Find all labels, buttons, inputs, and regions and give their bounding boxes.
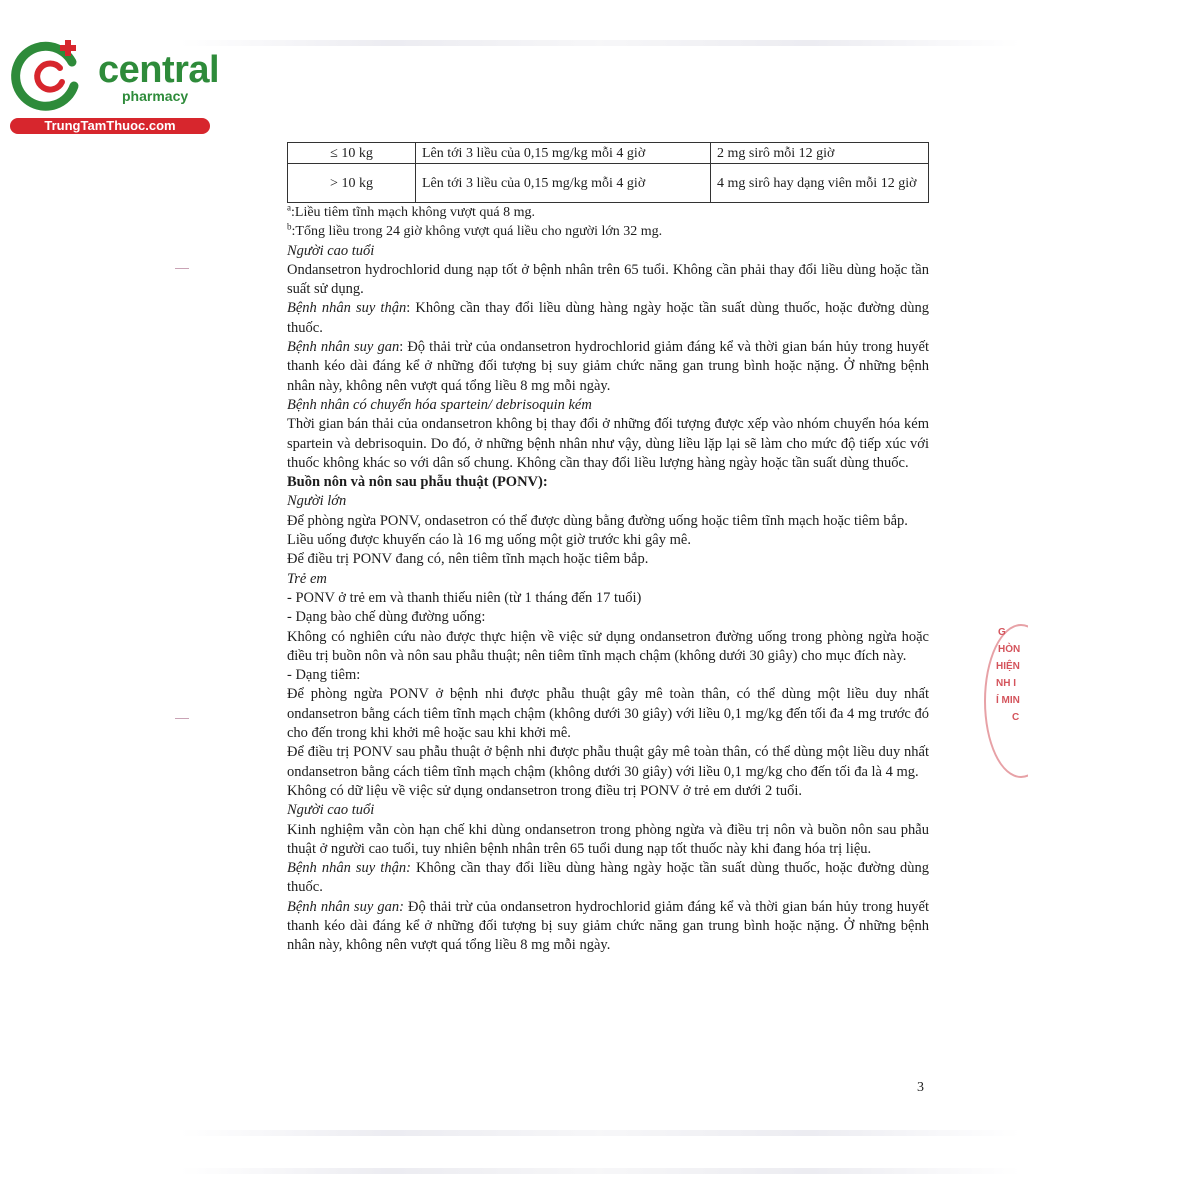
- children-paragraph: Không có nghiên cứu nào được thực hiện về việc sử dụng ondansetron đường uống trong phòng ngừa hoặc điều trị buồn nôn và nôn sau phẫu thuật; nên tiêm tĩnh mạch chậm (không dưới 30 giây) cho mục đích này.: [287, 628, 929, 664]
- scan-artifact-top: [180, 40, 1020, 46]
- ponv-heading: Buồn nôn và nôn sau phẫu thuật (PONV):: [287, 474, 548, 491]
- stamp-ring: [984, 624, 1058, 778]
- sparteine-paragraph: Thời gian bán thải của ondansetron không bị thay đổi ở những đối tượng được xếp vào nhóm chuyển hóa kém spartein và debrisoquin. Do đó, ở những bệnh nhân như vậy, dùng liều lặp lại sẽ làm cho mức độ tiếp xúc với thuốc không khác so với dân số chung. Không cần thay đổi liều lượng hàng ngày hoặc tần suất dùng thuốc.: [287, 416, 929, 471]
- children-heading: Trẻ em: [287, 570, 327, 587]
- iv-dose-cell: Lên tới 3 liều của 0,15 mg/kg mỗi 4 giờ: [416, 143, 711, 164]
- page-number: 3: [917, 1080, 924, 1095]
- stamp-line: Í MIN: [996, 695, 1020, 706]
- children-paragraph: - Dạng bào chế dùng đường uống:: [287, 609, 486, 626]
- table-row: [288, 164, 929, 203]
- weight-cell: > 10 kg: [288, 164, 416, 203]
- renal-paragraph: [287, 859, 929, 898]
- hepatic-text: : Độ thải trừ của ondansetron hydrochlorid giảm đáng kể và thời gian bán hủy trong huyết thanh kéo dài đáng kể ở những đối tượng bị suy giảm chức năng gan trung bình hoặc nặng. Ở những bệnh nhân này, không nên vượt quá tổng liều 8 mg mỗi ngày.: [287, 339, 929, 394]
- official-stamp: [984, 624, 1024, 774]
- stamp-line: NH I: [996, 678, 1016, 689]
- stamp-line: G: [998, 627, 1006, 638]
- oral-dose-cell: 2 mg sirô mỗi 12 giờ: [711, 143, 929, 164]
- stamp-line: C: [1012, 712, 1020, 723]
- scan-artifact-bottom-2: [180, 1168, 1020, 1174]
- scan-artifact-bottom: [180, 1130, 1020, 1136]
- renal-heading: Bệnh nhân suy thận:: [287, 860, 411, 877]
- hepatic-heading: Bệnh nhân suy gan: [287, 339, 400, 356]
- renal-text: : Không cần thay đổi liều dùng hàng ngày hoặc tần suất dùng thuốc, hoặc đường dùng thuốc.: [287, 300, 929, 336]
- renal-text: Không cần thay đổi liều dùng hàng ngày hoặc tần suất dùng thuốc, hoặc đường dùng thuốc.: [287, 860, 930, 896]
- hepatic-paragraph: [287, 898, 929, 956]
- adults-paragraph: Để phòng ngừa PONV, ondasetron có thể được dùng bằng đường uống hoặc tiêm tĩnh mạch hoặc tiêm bắp.: [287, 512, 908, 529]
- hepatic-text: Độ thải trừ của ondansetron hydrochlorid giảm đáng kể và thời gian bán hủy trong huyết thanh kéo dài đáng kể ở những đối tượng bị suy giảm chức năng gan trung bình hoặc nặng. Ở những bệnh nhân này, không nên vượt quá tổng liều 8 mg mỗi ngày.: [287, 898, 930, 954]
- stamp-line: HIỆN: [996, 661, 1020, 672]
- elderly-heading: Người cao tuổi: [287, 802, 375, 819]
- elderly-paragraph: Ondansetron hydrochlorid dung nạp tốt ở bệnh nhân trên 65 tuổi. Không cần phải thay đổi liều dùng hoặc tần suất sử dụng.: [287, 261, 929, 298]
- adults-paragraph: Để điều trị PONV đang có, nên tiêm tĩnh mạch hoặc tiêm bắp.: [287, 551, 649, 568]
- children-paragraph: Để phòng ngừa PONV ở bệnh nhi được phẫu thuật gây mê toàn thân, có thể dùng một liều duy nhất ondansetron bằng cách tiêm tĩnh mạch chậm (không dưới 30 giây) với liều 0,1 mg/kg đến tối đa 4 mg trước đó cho đến trong khi khởi mê hoặc sau khi khởi mê.: [287, 686, 929, 742]
- sparteine-heading: Bệnh nhân có chuyển hóa spartein/ debrisoquin kém: [287, 396, 592, 413]
- footnote-b-mark: b: [287, 221, 292, 232]
- footnote-a: [287, 203, 929, 222]
- renal-heading: Bệnh nhân suy thận: [287, 300, 407, 317]
- pharmacy-logo[interactable]: [10, 36, 220, 136]
- adults-paragraph: Liều uống được khuyến cáo là 16 mg uống một giờ trước khi gây mê.: [287, 532, 691, 549]
- stamp-line: HÒN: [998, 644, 1021, 655]
- renal-paragraph: [287, 299, 929, 338]
- logo-brand-text: central: [98, 49, 220, 91]
- weight-cell: ≤ 10 kg: [288, 143, 416, 164]
- logo-banner[interactable]: TrungTamThuoc.com: [10, 118, 210, 134]
- oral-dose-cell: 4 mg sirô hay dạng viên mỗi 12 giờ: [711, 164, 929, 203]
- children-paragraph: Để điều trị PONV sau phẫu thuật ở bệnh nhi được phẫu thuật gây mê toàn thân, có thể dùng một liều duy nhất ondansetron bằng cách tiêm tĩnh mạch chậm (không dưới 30 giây) với liều 0,1 mg/kg cho đến tối đa là 4 mg.: [287, 744, 929, 780]
- footnote-a-mark: a: [287, 202, 291, 213]
- children-paragraph: - Dạng tiêm:: [287, 667, 361, 684]
- children-paragraph: Không có dữ liệu về việc sử dụng ondansetron trong điều trị PONV ở trẻ em dưới 2 tuổi.: [287, 782, 803, 799]
- adults-heading: Người lớn: [287, 493, 347, 510]
- logo-sub-text: pharmacy: [122, 88, 189, 104]
- elderly-heading: Người cao tuổi: [287, 242, 375, 259]
- hepatic-heading: Bệnh nhân suy gan:: [287, 898, 404, 915]
- footnote-b: [287, 222, 929, 241]
- hepatic-paragraph: [287, 338, 929, 396]
- margin-mark: [175, 268, 189, 269]
- document-body: [287, 203, 929, 956]
- children-paragraph: - PONV ở trẻ em và thanh thiếu niên (từ 1 tháng đến 17 tuổi): [287, 589, 642, 606]
- pharmacy-logo-icon: [10, 36, 90, 116]
- elderly-paragraph: Kinh nghiệm vẫn còn hạn chế khi dùng ondansetron trong phòng ngừa và điều trị nôn và buồn nôn sau phẫu thuật ở người cao tuổi, tuy nhiên bệnh nhân trên 65 tuổi dung nạp tốt thuốc này khi đang hóa trị liệu.: [287, 821, 929, 857]
- footnote-a-text: :Liều tiêm tĩnh mạch không vượt quá 8 mg.: [291, 205, 536, 220]
- dose-table: [287, 142, 929, 203]
- margin-mark: [175, 718, 189, 719]
- iv-dose-cell: Lên tới 3 liều của 0,15 mg/kg mỗi 4 giờ: [416, 164, 711, 203]
- table-row: [288, 143, 929, 164]
- footnote-b-text: :Tổng liều trong 24 giờ không vượt quá liều cho người lớn 32 mg.: [291, 224, 663, 240]
